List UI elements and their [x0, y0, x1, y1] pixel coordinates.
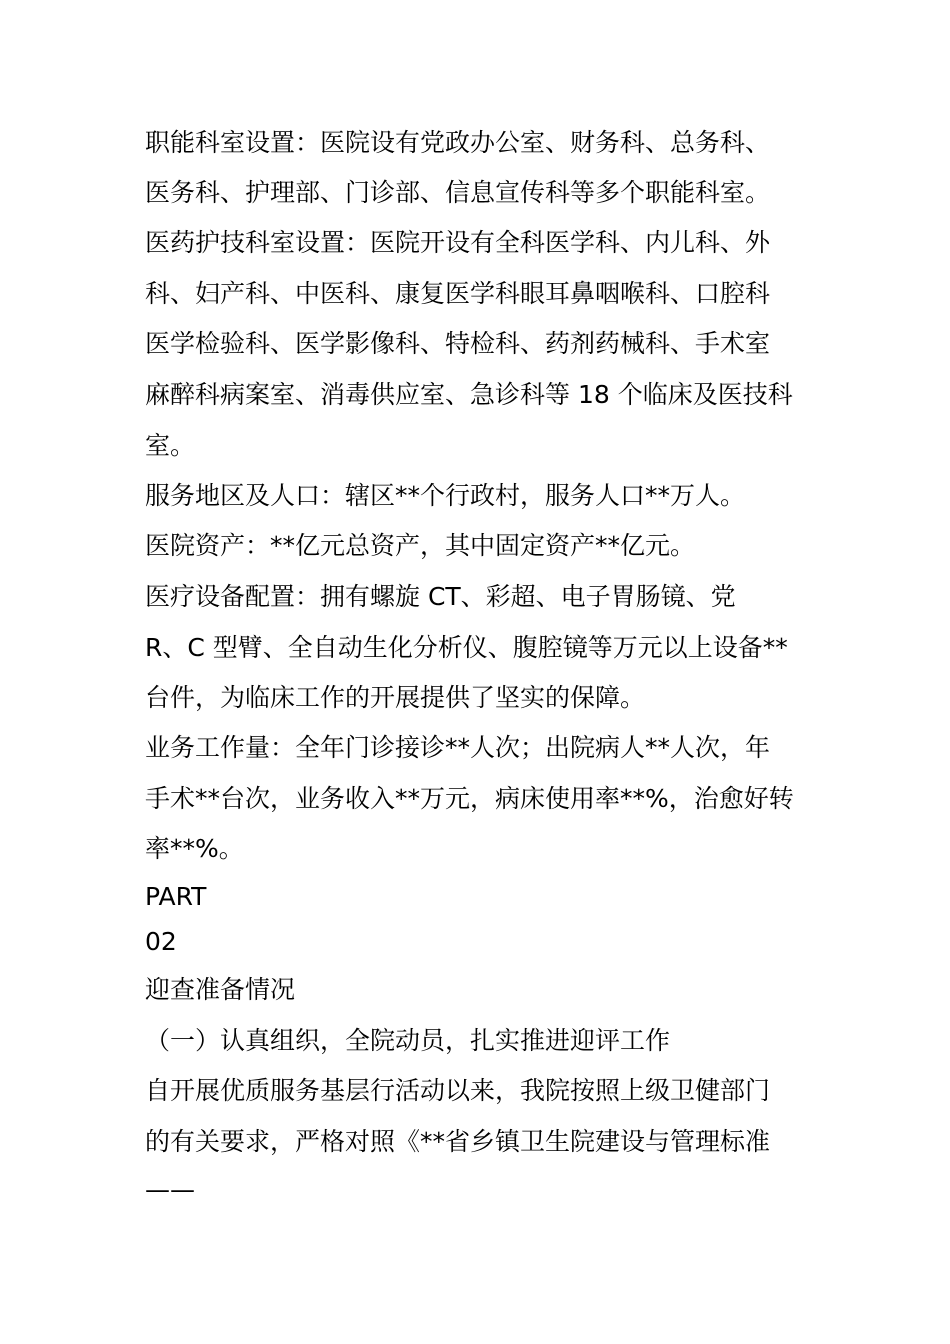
- text-line: 率**%。: [145, 834, 244, 863]
- text-line: ——: [145, 1175, 195, 1204]
- text-line: 医疗设备配置：拥有螺旋 CT、彩超、电子胃肠镜、党: [145, 582, 736, 611]
- text-line: 业务工作量：全年门诊接诊**人次；出院病人**人次，年: [145, 733, 771, 762]
- section-number: 02: [145, 927, 177, 956]
- section-heading: 迎查准备情况: [145, 975, 296, 1004]
- section-label: PART: [145, 882, 207, 911]
- text-line: 医院资产：**亿元总资产，其中固定资产**亿元。: [145, 531, 696, 560]
- text-line: 科、妇产科、中医科、康复医学科眼耳鼻咽喉科、口腔科: [145, 279, 771, 308]
- text-line: 医学检验科、医学影像科、特检科、药剂药械科、手术室: [145, 329, 771, 358]
- text-line: 职能科室设置：医院设有党政办公室、财务科、总务科、: [145, 128, 771, 157]
- text-line: 自开展优质服务基层行活动以来，我院按照上级卫健部门: [145, 1076, 771, 1105]
- text-line: 医务科、护理部、门诊部、信息宣传科等多个职能科室。: [145, 178, 771, 207]
- text-line: 的有关要求，严格对照《**省乡镇卫生院建设与管理标准: [145, 1127, 771, 1156]
- text-line: R、C 型臂、全自动生化分析仪、腹腔镜等万元以上设备**: [145, 633, 788, 662]
- text-line: 台件，为临床工作的开展提供了坚实的保障。: [145, 683, 646, 712]
- text-line: 手术**台次，业务收入**万元，病床使用率**%，治愈好转: [145, 784, 794, 813]
- text-line: 麻醉科病案室、消毒供应室、急诊科等 18 个临床及医技科: [145, 380, 793, 409]
- text-line: 医药护技科室设置：医院开设有全科医学科、内儿科、外: [145, 228, 771, 257]
- subsection-heading: （一）认真组织，全院动员，扎实推进迎评工作: [145, 1026, 671, 1055]
- text-line: 室。: [145, 431, 196, 460]
- text-line: 服务地区及人口：辖区**个行政村，服务人口**万人。: [145, 481, 746, 510]
